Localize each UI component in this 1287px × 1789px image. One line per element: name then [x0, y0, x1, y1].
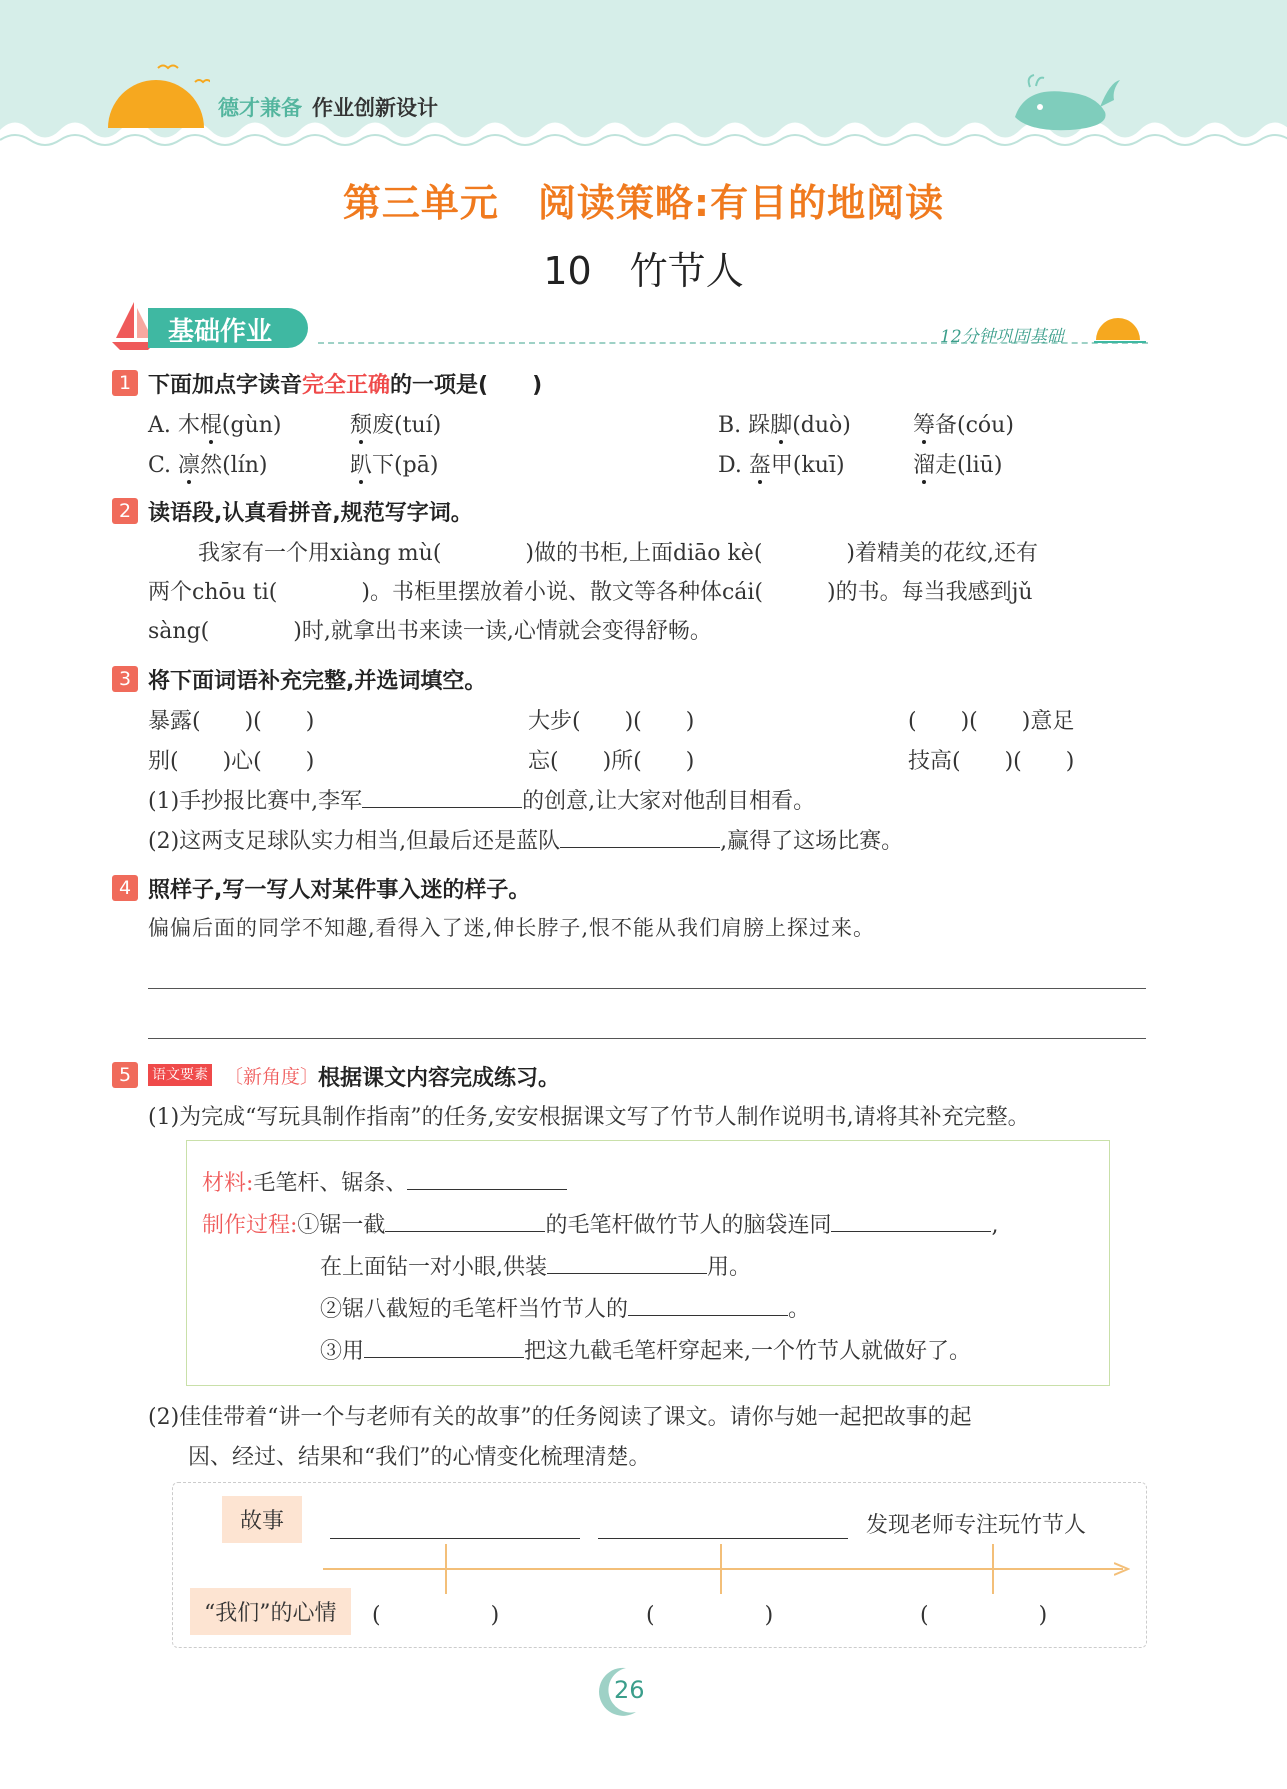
question-1-prompt: 下面加点字读音完全正确的一项是( ) — [148, 373, 543, 398]
unit-title: 第三单元 阅读策略:有目的地阅读 — [342, 181, 945, 225]
idiom-3: ( )( )意足 — [908, 709, 1075, 734]
process-step-1-cont: 在上面钻一对小眼,供装 用。 — [320, 1255, 752, 1280]
q5-part-1: (1)为完成“写玩具制作指南”的任务,安安根据课文写了竹节人制作说明书,请将其补充完整。 — [148, 1105, 1030, 1130]
whale-icon — [1010, 72, 1120, 134]
q2-line-2: 两个chōu ti( )。书柜里摆放着小说、散文等各种体cái( )的书。每当我感到jǔ — [148, 580, 1033, 605]
small-sun-icon — [1092, 312, 1148, 344]
brand-text: 作业创新设计 — [312, 96, 438, 120]
idiom-4: 别( )心( ) — [148, 749, 315, 774]
mood-blank-2[interactable]: ( ) — [646, 1603, 774, 1628]
section-title: 基础作业 — [168, 317, 273, 347]
q2-line-3: sàng( )时,就拿出书来读一读,心情就会变得舒畅。 — [148, 619, 712, 644]
question-5-prompt: 根据课文内容完成练习。 — [318, 1066, 561, 1091]
answer-line-2[interactable] — [148, 1038, 1146, 1039]
q5-part-2-line-1: (2)佳佳带着“讲一个与老师有关的故事”的任务阅读了课文。请你与她一起把故事的起 — [148, 1405, 972, 1430]
badge-new-angle: 〔新角度〕 — [224, 1066, 320, 1088]
question-number-4: 4 — [112, 875, 138, 901]
question-2-prompt: 读语段,认真看拼音,规范写字词。 — [148, 501, 473, 526]
page-number: 26 — [614, 1676, 645, 1704]
answer-line-1[interactable] — [148, 988, 1146, 989]
option-b: B. 跺脚(duò) — [718, 413, 851, 438]
process-step-3: ③用 把这九截毛笔杆穿起来,一个竹节人就做好了。 — [320, 1339, 972, 1364]
idiom-6: 技高( )( ) — [908, 749, 1075, 774]
brand-highlight: 德才兼备 — [218, 96, 302, 120]
story-blank-2[interactable] — [598, 1538, 848, 1539]
process-step-2: ②锯八截短的毛笔杆当竹节人的 。 — [320, 1297, 811, 1322]
badge-language-element: 语文要素 — [148, 1064, 212, 1086]
question-number-1: 1 — [112, 370, 138, 396]
option-d: D. 盔甲(kuī) — [718, 453, 845, 478]
q2-line-1: 我家有一个用xiàng mù( )做的书柜,上面diāo kè( )着精美的花纹,还有 — [198, 541, 1038, 566]
timeline-tick-3 — [992, 1544, 994, 1594]
option-c: C. 凛然(lín) — [148, 453, 268, 478]
process-step-1: 制作过程:①锯一截 的毛笔杆做竹节人的脑袋连同 , — [202, 1213, 999, 1238]
mood-blank-1[interactable]: ( ) — [372, 1603, 500, 1628]
q3-sentence-2: (2)这两支足球队实力相当,但最后还是蓝队 ,赢得了这场比赛。 — [148, 829, 904, 854]
option-a: A. 木棍(gùn) — [148, 413, 282, 438]
story-label: 故事 — [222, 1496, 302, 1543]
timeline-tick-2 — [720, 1544, 722, 1594]
question-3-prompt: 将下面词语补充完整,并选词填空。 — [148, 669, 487, 694]
sun-icon — [100, 60, 210, 130]
idiom-5: 忘( )所( ) — [528, 749, 695, 774]
idiom-1: 暴露( )( ) — [148, 709, 315, 734]
mood-label: “我们”的心情 — [190, 1588, 351, 1635]
section-time-note: 12分钟巩固基础 — [940, 327, 1064, 347]
option-c-second: 趴下(pā) — [350, 453, 439, 478]
question-4-prompt: 照样子,写一写人对某件事入迷的样子。 — [148, 878, 531, 903]
story-blank-1[interactable] — [330, 1538, 580, 1539]
timeline-tick-1 — [445, 1544, 447, 1594]
q5-part-2-line-2: 因、经过、结果和“我们”的心情变化梳理清楚。 — [188, 1445, 651, 1470]
q3-sentence-1: (1)手抄报比赛中,李军 的创意,让大家对他刮目相看。 — [148, 789, 816, 814]
idiom-2: 大步( )( ) — [528, 709, 695, 734]
option-a-second: 颓废(tuí) — [350, 413, 442, 438]
option-b-second: 筹备(cóu) — [913, 413, 1014, 438]
mood-blank-3[interactable]: ( ) — [920, 1603, 1048, 1628]
question-number-2: 2 — [112, 498, 138, 524]
story-end-text: 发现老师专注玩竹节人 — [866, 1513, 1087, 1538]
question-number-5: 5 — [112, 1062, 138, 1088]
arrow-right-icon — [1114, 1561, 1130, 1577]
q4-example: 偏偏后面的同学不知趣,看得入了迷,伸长脖子,恨不能从我们肩膀上探过来。 — [148, 916, 876, 940]
timeline-axis — [323, 1568, 1123, 1570]
materials-line: 材料:毛笔杆、锯条、 — [202, 1166, 567, 1197]
option-d-second: 溜走(liū) — [913, 453, 1003, 478]
lesson-title: 10 竹节人 — [543, 249, 744, 293]
question-number-3: 3 — [112, 666, 138, 692]
